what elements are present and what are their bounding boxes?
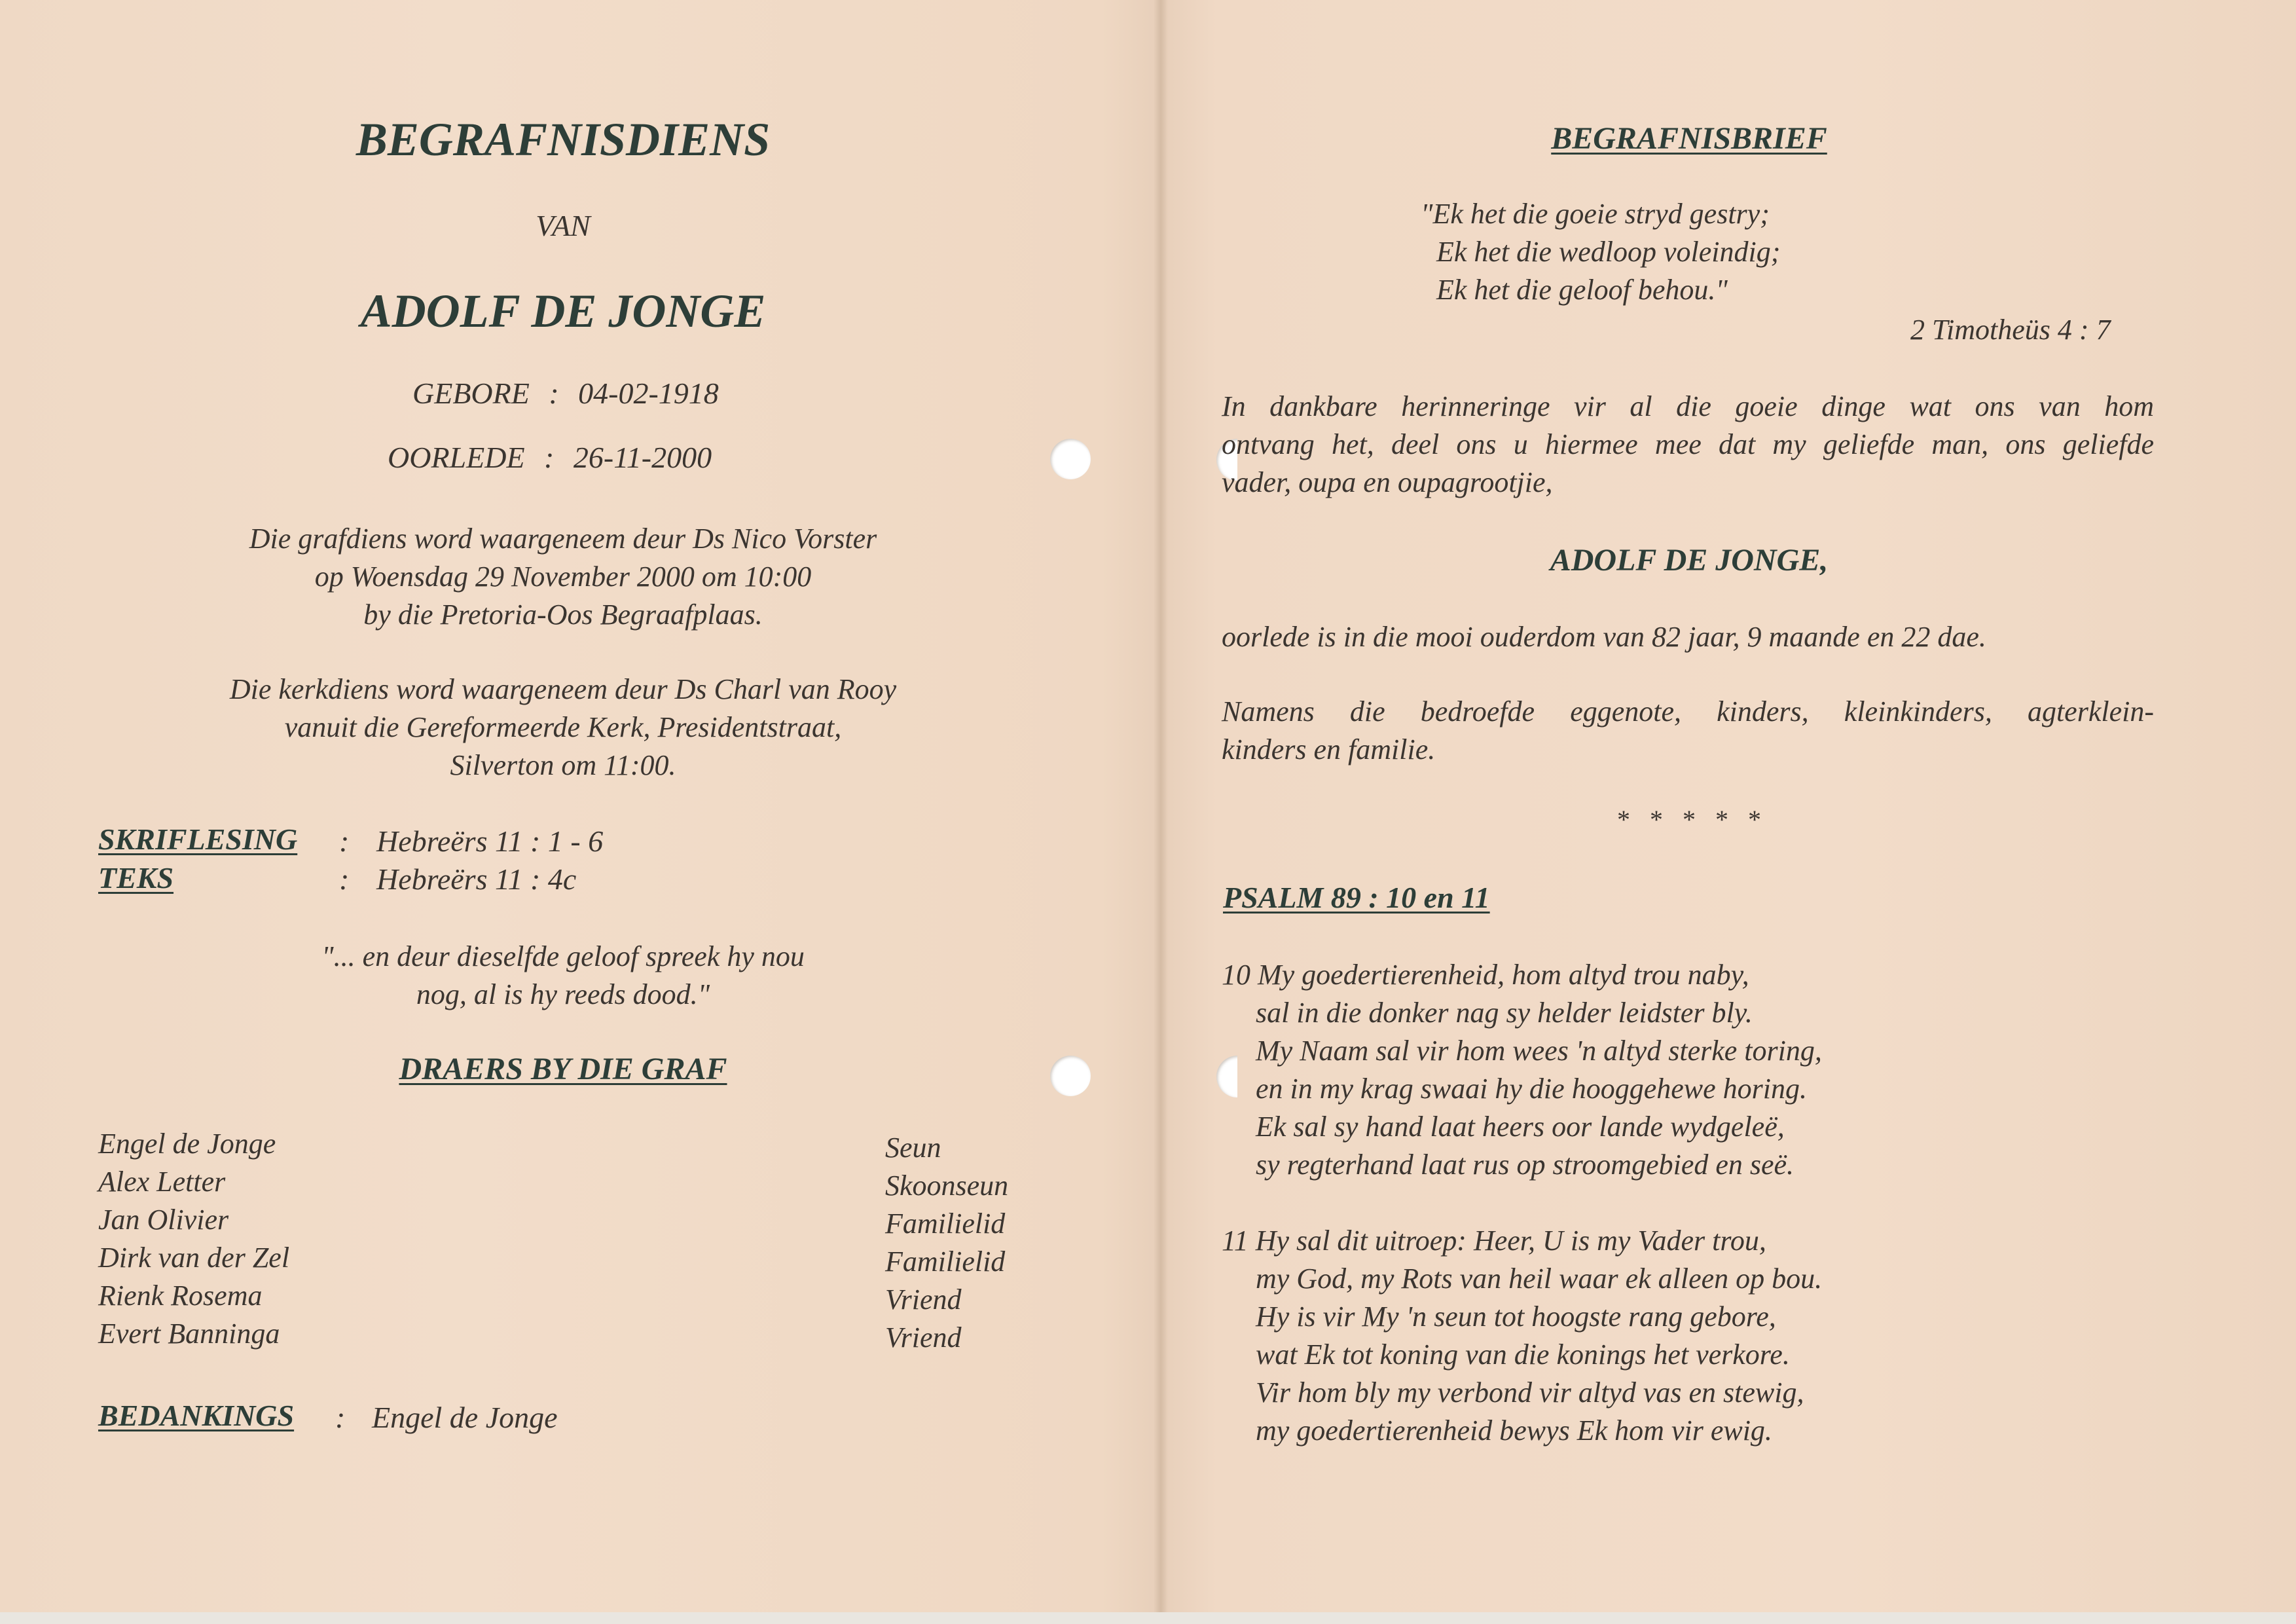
text-value: Hebreërs 11 : 4c — [376, 862, 577, 896]
died-row — [388, 440, 712, 475]
letter-deceased-name: ADOLF DE JONGE, — [1550, 543, 1829, 578]
bearer-name: Engel de Jonge — [98, 1128, 276, 1160]
bearer-name: Alex Letter — [98, 1166, 226, 1198]
letter-title: BEGRAFNISBRIEF — [1551, 121, 1827, 156]
bearers-names — [98, 1125, 289, 1353]
thanks-value: Engel de Jonge — [372, 1401, 558, 1434]
punch-hole-bottom — [1050, 1056, 1091, 1096]
stanza-line: en in my krag swaai hy die hooggehewe horing. — [1256, 1073, 1807, 1105]
psalm-heading: PSALM 89 : 10 en 11 — [1223, 881, 1490, 914]
born-separator: : — [549, 377, 559, 410]
family-line-2: kinders en familie. — [1222, 733, 1436, 766]
stanza-line: sy regterhand laat rus op stroomgebied en seë. — [1256, 1149, 1795, 1181]
died-label: OORLEDE — [388, 441, 525, 474]
born-row — [412, 376, 719, 411]
bearer-relation: Familielid — [885, 1246, 1006, 1278]
punch-hole-top — [1050, 439, 1091, 479]
stanza-11 — [1222, 1222, 1822, 1450]
stanza-line: my God, my Rots van heil waar ek alleen op bou. — [1256, 1263, 1823, 1295]
grave-service-block — [170, 520, 956, 634]
quote-line: nog, al is hy reeds dood." — [416, 978, 710, 1010]
text-separator: : — [339, 862, 350, 896]
church-service-block — [170, 671, 956, 784]
bearer-relation: Familielid — [885, 1208, 1006, 1240]
center-fold — [1154, 0, 1168, 1624]
grave-service-line: by die Pretoria-Oos Begraafplaas. — [363, 599, 763, 631]
family-line-1: Namens die bedroefde eggenote, kinders, kleinkinders, agterklein- — [1222, 695, 2154, 728]
stanza-line: 10 My goedertierenheid, hom altyd trou naby, — [1222, 959, 1749, 991]
van-label: VAN — [536, 209, 591, 242]
bearer-name: Dirk van der Zel — [98, 1242, 290, 1274]
stanza-line: Ek sal sy hand laat heers oor lande wydgeleë, — [1256, 1111, 1785, 1143]
verse-line: Ek het die geloof behou." — [1436, 274, 1728, 306]
bearer-name: Evert Banninga — [98, 1318, 280, 1350]
grave-service-line: op Woensdag 29 November 2000 om 10:00 — [314, 561, 812, 593]
church-service-line: Silverton om 11:00. — [450, 749, 676, 781]
verse-reference: 2 Timotheüs 4 : 7 — [1910, 314, 2111, 346]
verse-line: Ek het die wedloop voleindig; — [1436, 236, 1781, 268]
intro-block — [1222, 388, 2154, 464]
thanks-label: BEDANKINGS — [98, 1399, 295, 1432]
stanza-line: my goedertierenheid bewys Ek hom vir ewig. — [1256, 1414, 1772, 1447]
intro-line-last: vader, oupa en oupagrootjie, — [1222, 466, 1553, 498]
quote-line: "... en deur dieselfde geloof spreek hy nou — [321, 940, 805, 972]
stanza-line: wat Ek tot koning van die konings het verkore. — [1256, 1338, 1790, 1371]
quote-block — [170, 938, 956, 1014]
reading-value: Hebreërs 11 : 1 - 6 — [376, 824, 604, 858]
bearer-name: Jan Olivier — [98, 1204, 229, 1236]
stanza-line: Vir hom bly my verbond vir altyd vas en stewig, — [1256, 1376, 1804, 1409]
bearers-relations — [885, 1129, 1008, 1357]
died-separator: : — [544, 441, 555, 474]
thanks-separator: : — [335, 1401, 346, 1434]
church-service-line: vanuit die Gereformeerde Kerk, Presidentstraat, — [284, 711, 842, 743]
stanza-line: My Naam sal vir hom wees 'n altyd sterke toring, — [1256, 1035, 1822, 1067]
died-date: 26-11-2000 — [573, 441, 712, 474]
bearer-name: Rienk Rosema — [98, 1280, 263, 1312]
reading-label: SKRIFLESING — [98, 822, 298, 856]
bearers-heading: DRAERS BY DIE GRAF — [399, 1052, 727, 1086]
bearer-relation: Skoonseun — [885, 1170, 1009, 1202]
verse-line: "Ek het die goeie stryd gestry; — [1421, 198, 1770, 230]
born-label: GEBORE — [412, 377, 530, 410]
church-service-line: Die kerkdiens word waargeneem deur Ds Charl van Rooy — [229, 673, 897, 705]
age-line: oorlede is in die mooi ouderdom van 82 jaar, 9 maande en 22 dae. — [1222, 621, 1986, 653]
stars-divider: * * * * * — [1617, 805, 1761, 834]
grave-service-line: Die grafdiens word waargeneem deur Ds Nico Vorster — [249, 523, 877, 555]
bearer-relation: Vriend — [885, 1321, 962, 1354]
stanza-10 — [1222, 956, 1822, 1184]
intro-line: In dankbare herinneringe vir al die goeie dinge wat ons van hom — [1222, 390, 2154, 422]
deceased-name: ADOLF DE JONGE — [360, 285, 766, 337]
stanza-line: 11 Hy sal dit uitroep: Heer, U is my Vader trou, — [1222, 1225, 1766, 1257]
page-edge — [0, 1612, 2296, 1624]
verse-block — [1421, 195, 1780, 309]
service-title: BEGRAFNISDIENS — [355, 113, 771, 166]
bearer-relation: Seun — [885, 1132, 941, 1164]
stanza-line: sal in die donker nag sy helder leidster bly. — [1256, 997, 1753, 1029]
reading-separator: : — [339, 824, 350, 858]
stanza-line: Hy is vir My 'n seun tot hoogste rang gebore, — [1256, 1301, 1776, 1333]
born-date: 04-02-1918 — [578, 377, 719, 410]
text-label: TEKS — [98, 861, 174, 895]
bearer-relation: Vriend — [885, 1283, 962, 1316]
intro-line: ontvang het, deel ons u hiermee mee dat my geliefde man, ons geliefde — [1222, 428, 2154, 460]
